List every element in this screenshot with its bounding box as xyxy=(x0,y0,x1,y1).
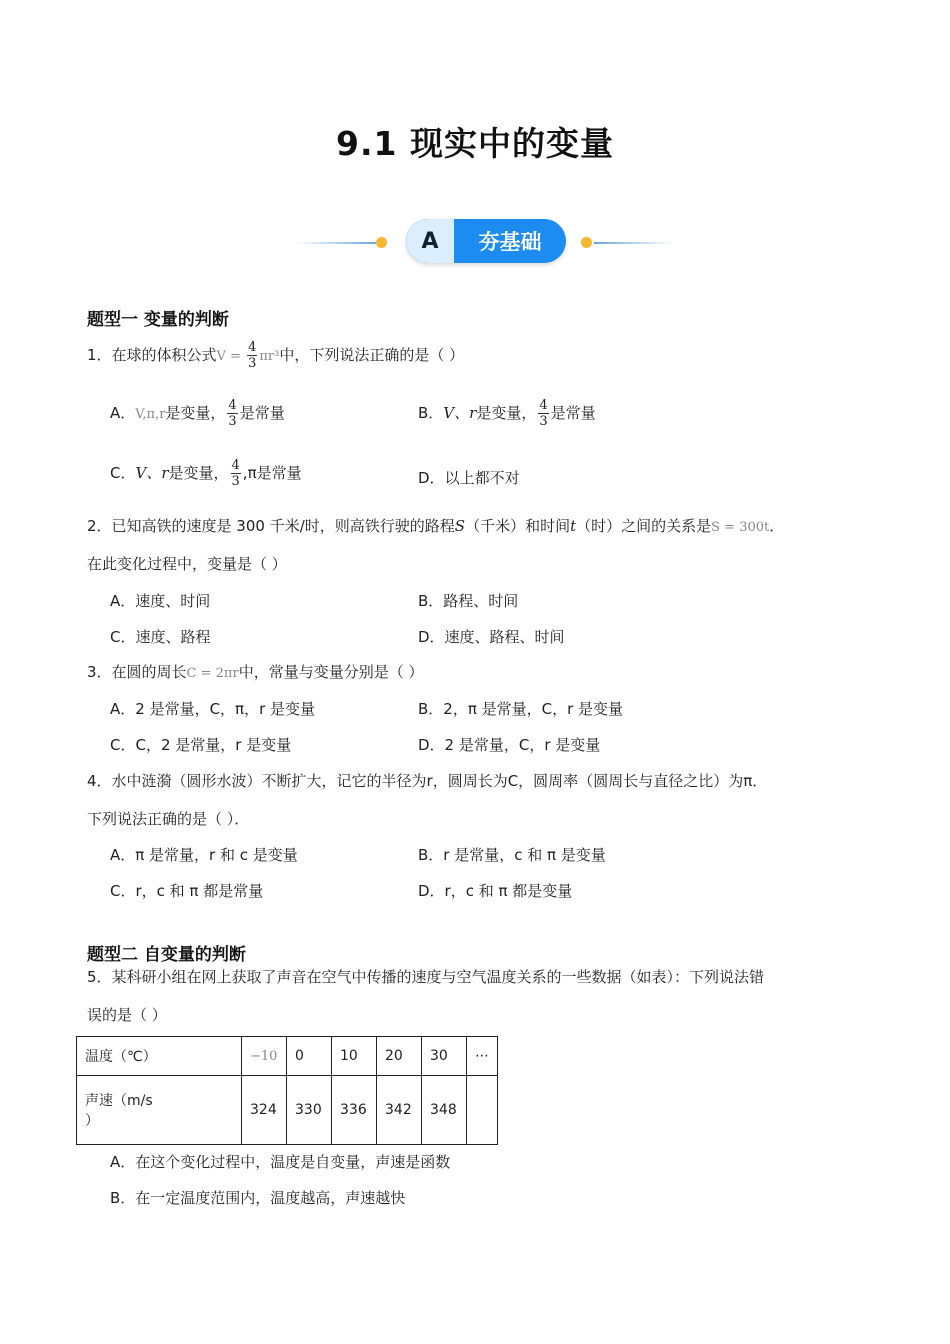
option-mid: 是变量， xyxy=(168,464,229,482)
speed-header-a: 声速（m/s xyxy=(85,1093,153,1109)
q2-part-a: 2．已知高铁的速度是 300 千米/时，则高铁行驶的路程 xyxy=(87,517,455,535)
q1-option-c xyxy=(110,458,302,489)
frac-num: 4 xyxy=(539,398,548,413)
option-tail: ,π是常量 xyxy=(242,464,302,482)
table-row xyxy=(77,1037,498,1076)
badge-line-left xyxy=(296,242,376,244)
table-cell: 0 xyxy=(287,1037,332,1076)
badge-pill xyxy=(406,219,566,263)
question-2-line1 xyxy=(87,515,784,536)
q3-suffix: 中，常量与变量分别是（ ） xyxy=(238,663,424,681)
question-5-line2: 误的是（ ） xyxy=(87,1006,167,1024)
option-mid: 是变量， xyxy=(476,404,537,422)
q2-formula: S = 300t xyxy=(711,520,770,535)
table-cell xyxy=(467,1076,498,1145)
option-label: B． xyxy=(418,404,444,422)
table-cell: 330 xyxy=(287,1076,332,1145)
table-header-speed xyxy=(77,1076,242,1145)
option-var: V,π,r xyxy=(135,407,166,422)
q1-formula-rest: πr³ xyxy=(259,349,280,364)
table-cell: 348 xyxy=(422,1076,467,1145)
q2-part-b: （千米）和时间 xyxy=(465,517,571,535)
q4-option-b: B．r 是常量，c 和 π 是变量 xyxy=(418,846,606,864)
option-var: V、r xyxy=(135,464,169,482)
option-text: 以上都不对 xyxy=(444,469,520,487)
option-label: A． xyxy=(110,404,136,422)
frac-num: 4 xyxy=(228,398,237,413)
section-heading-2: 题型二 自变量的判断 xyxy=(87,945,246,965)
option-label: D． xyxy=(418,469,445,487)
question-4-line2: 下列说法正确的是（ ）． xyxy=(87,810,250,828)
question-2-line2: 在此变化过程中，变量是（ ） xyxy=(87,555,287,573)
question-4-line1: 4．水中涟漪（圆形水波）不断扩大，记它的半径为r，圆周长为C，圆周率（圆周长与直径之比）为π． xyxy=(87,772,768,790)
page-title: 9.1 现实中的变量 xyxy=(336,124,614,163)
q4-option-d: D．r，c 和 π 都是变量 xyxy=(418,882,573,900)
option-mid: 是变量， xyxy=(165,404,226,422)
q2-option-b: B．路程、时间 xyxy=(418,592,519,610)
q1-option-d xyxy=(418,467,520,488)
frac-num: 4 xyxy=(248,340,257,355)
frac-num: 4 xyxy=(231,458,240,473)
q3-option-a: A．2 是常量，C，π，r 是变量 xyxy=(110,700,316,718)
table-cell: 30 xyxy=(422,1037,467,1076)
q4-option-c: C．r，c 和 π 都是常量 xyxy=(110,882,264,900)
q3-option-b: B．2，π 是常量，C，r 是变量 xyxy=(418,700,624,718)
q2-var-s: S xyxy=(454,517,466,535)
q4-option-a: A．π 是常量，r 和 c 是变量 xyxy=(110,846,298,864)
table-cell: 324 xyxy=(242,1076,287,1145)
section-heading-1: 题型一 变量的判断 xyxy=(87,310,229,330)
table-row xyxy=(77,1076,498,1145)
option-frac xyxy=(227,398,237,429)
option-frac xyxy=(538,398,548,429)
question-3 xyxy=(87,661,423,682)
option-tail: 是常量 xyxy=(239,404,285,422)
frac-den: 3 xyxy=(231,474,240,489)
option-tail: 是常量 xyxy=(550,404,596,422)
badge-letter: A xyxy=(406,219,454,263)
q5-option-a: A．在这个变化过程中，温度是自变量，声速是函数 xyxy=(110,1153,451,1171)
data-table xyxy=(76,1036,498,1145)
badge-line-right xyxy=(594,242,674,244)
option-label: C． xyxy=(110,464,136,482)
q3-option-d: D．2 是常量，C，r 是变量 xyxy=(418,736,601,754)
q2-part-d: ． xyxy=(769,517,785,535)
q1-option-b xyxy=(418,398,596,429)
question-1 xyxy=(87,340,464,371)
speed-header-b: ） xyxy=(85,1113,99,1129)
table-cell: ⋯ xyxy=(467,1037,498,1076)
q3-prefix: 3．在圆的周长 xyxy=(87,663,187,681)
q1-formula: V = xyxy=(216,349,246,364)
q1-option-a xyxy=(110,398,285,429)
q2-option-d: D．速度、路程、时间 xyxy=(418,628,565,646)
table-header-temp: 温度（℃） xyxy=(77,1037,242,1076)
table-cell: 10 xyxy=(332,1037,377,1076)
q2-option-c: C．速度、路程 xyxy=(110,628,211,646)
table-cell: 20 xyxy=(377,1037,422,1076)
q5-option-b: B．在一定温度范围内，温度越高，声速越快 xyxy=(110,1189,406,1207)
q1-prefix: 1．在球的体积公式 xyxy=(87,346,217,364)
frac-den: 3 xyxy=(228,414,237,429)
badge-dot-left xyxy=(376,237,387,248)
section-badge xyxy=(296,219,674,263)
badge-label: 夯基础 xyxy=(478,230,542,254)
frac-den: 3 xyxy=(539,414,548,429)
q2-option-a: A．速度、时间 xyxy=(110,592,211,610)
option-var: V、r xyxy=(443,404,477,422)
option-frac xyxy=(231,458,241,489)
table-cell: 342 xyxy=(377,1076,422,1145)
q1-suffix: 中，下列说法正确的是（ ） xyxy=(279,346,465,364)
q1-formula-frac xyxy=(247,340,257,371)
q2-var-t: t xyxy=(570,517,577,535)
q2-part-c: （时）之间的关系是 xyxy=(576,517,712,535)
q3-option-c: C．C，2 是常量，r 是变量 xyxy=(110,736,292,754)
table-cell: 336 xyxy=(332,1076,377,1145)
question-5-line1: 5．某科研小组在网上获取了声音在空气中传播的速度与空气温度关系的一些数据（如表）：下列说法错 xyxy=(87,968,765,986)
q3-formula: C = 2πr xyxy=(186,666,239,681)
badge-dot-right xyxy=(581,237,592,248)
table-cell: −10 xyxy=(242,1037,287,1076)
frac-den: 3 xyxy=(248,356,257,371)
